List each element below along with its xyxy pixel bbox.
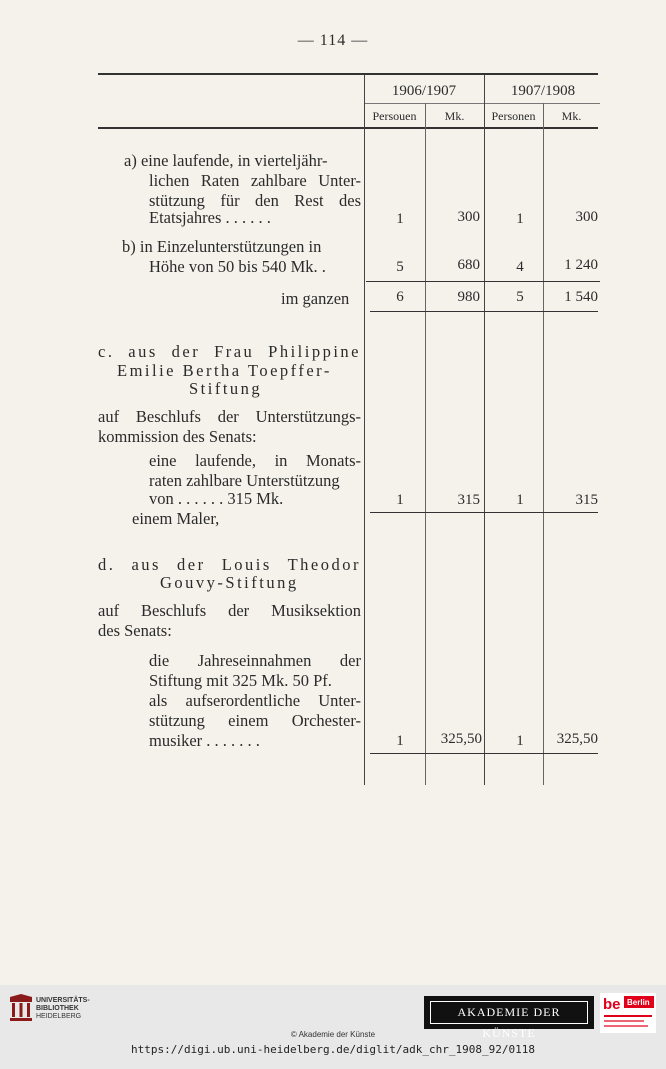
section-c-title-1: c. aus der Frau Philippine [98,342,361,361]
library-line-1: UNIVERSITÄTS- [36,997,90,1004]
total-mk-1908: 1 540 [564,289,598,305]
subtotal-rule [366,281,600,282]
be-berlin-logo-icon[interactable] [600,993,656,1033]
section-c-persons-1908: 1 [516,492,524,508]
entry-b-line-2: Höhe von 50 bis 540 Mk. . [149,257,326,276]
top-rule [98,73,598,75]
section-c-item-1: eine laufende, in Monats- [149,451,361,470]
section-c-item-3: von . . . . . . 315 Mk. [149,489,284,508]
section-d-mk-1907: 325,50 [440,731,482,747]
entry-a-line-4: Etatsjahres . . . . . . [149,208,271,227]
entry-a-line-3: stützung für den Rest des [149,191,361,210]
section-c-item-4: einem Maler, [132,509,220,528]
col-persons-2: Personen [491,109,536,123]
entry-b-mk-1908: 1 240 [564,257,598,273]
entry-a-persons-1907: 1 [396,211,404,227]
year-header-2: 1907/1908 [510,83,576,99]
section-c-rule [370,512,598,513]
section-d-para-2: des Senats: [98,621,172,640]
akademie-label: AKADEMIE DER KÜNSTE [430,1001,588,1024]
total-persons-1907: 6 [396,289,404,305]
col-mk-1: Mk. [444,109,465,123]
section-d-item-1: die Jahreseinnahmen der [149,651,361,670]
section-c-persons-1907: 1 [396,492,404,508]
section-c-title-3: Stiftung [189,379,263,398]
entry-a-persons-1908: 1 [516,211,524,227]
svg-text:Berlin: Berlin [627,998,650,1007]
library-line-3: HEIDELBERG [36,1013,82,1020]
page-number: — 114 — [297,32,369,49]
section-d-rule [370,753,598,754]
university-library-text [36,997,90,1021]
column-line-2 [425,103,426,785]
library-line-2: BIBLIOTHEK [36,1005,79,1012]
section-d-persons-1908: 1 [516,733,524,749]
col-persons-1: Persouen [372,109,417,123]
section-c-item-2: raten zahlbare Unterstützung [149,471,340,490]
header-sub-rule [364,103,600,104]
entry-b-persons-1908: 4 [516,259,524,275]
akademie-der-kuenste-logo[interactable] [424,996,594,1040]
total-rule [370,311,598,312]
footer-bar [0,985,666,1069]
year-header-1: 1906/1907 [391,83,457,99]
section-d-para-1: auf Beschlufs der Musiksektion [98,601,361,620]
section-c-para-2: kommission des Senats: [98,427,257,446]
section-d-title-2: Gouvy-Stiftung [160,573,299,592]
entry-b-mk-1907: 680 [457,257,480,273]
university-library-logo-icon[interactable] [8,993,34,1028]
section-c-title-2: Emilie Bertha Toepffer- [117,361,332,380]
source-url-link[interactable]: https://digi.ub.uni-heidelberg.de/diglit/adk_chr_1908_92/0118 [131,1043,535,1056]
section-d-title-1: d. aus der Louis Theodor [98,555,361,574]
svg-text:be: be [603,996,621,1013]
column-line-3 [484,75,485,785]
section-d-item-2: Stiftung mit 325 Mk. 50 Pf. [149,671,332,690]
copyright-text: © Akademie der Künste [290,1030,376,1039]
total-label: im ganzen [281,289,350,308]
entry-a-line-2: lichen Raten zahlbare Unter- [149,171,361,190]
section-d-item-3: als aufserordentliche Unter- [149,691,361,710]
section-d-mk-1908: 325,50 [556,731,598,747]
header-rule [98,127,598,129]
column-line-4 [543,103,544,785]
section-d-item-4: stützung einem Orchester- [149,711,361,730]
entry-a-mk-1907: 300 [457,209,480,225]
col-mk-2: Mk. [561,109,582,123]
column-line-1 [364,75,365,785]
total-persons-1908: 5 [516,289,524,305]
section-d-item-5: musiker . . . . . . . [149,731,260,750]
section-d-persons-1907: 1 [396,733,404,749]
total-mk-1907: 980 [457,289,480,305]
section-c-mk-1907: 315 [457,492,480,508]
entry-a-mk-1908: 300 [575,209,598,225]
section-c-mk-1908: 315 [575,492,598,508]
entry-b-line-1: b) in Einzelunterstützungen in [122,237,322,256]
entry-a-line-1: a) eine laufende, in vierteljähr- [124,151,328,170]
entry-b-persons-1907: 5 [396,259,404,275]
section-c-para-1: auf Beschlufs der Unterstützungs- [98,407,361,426]
